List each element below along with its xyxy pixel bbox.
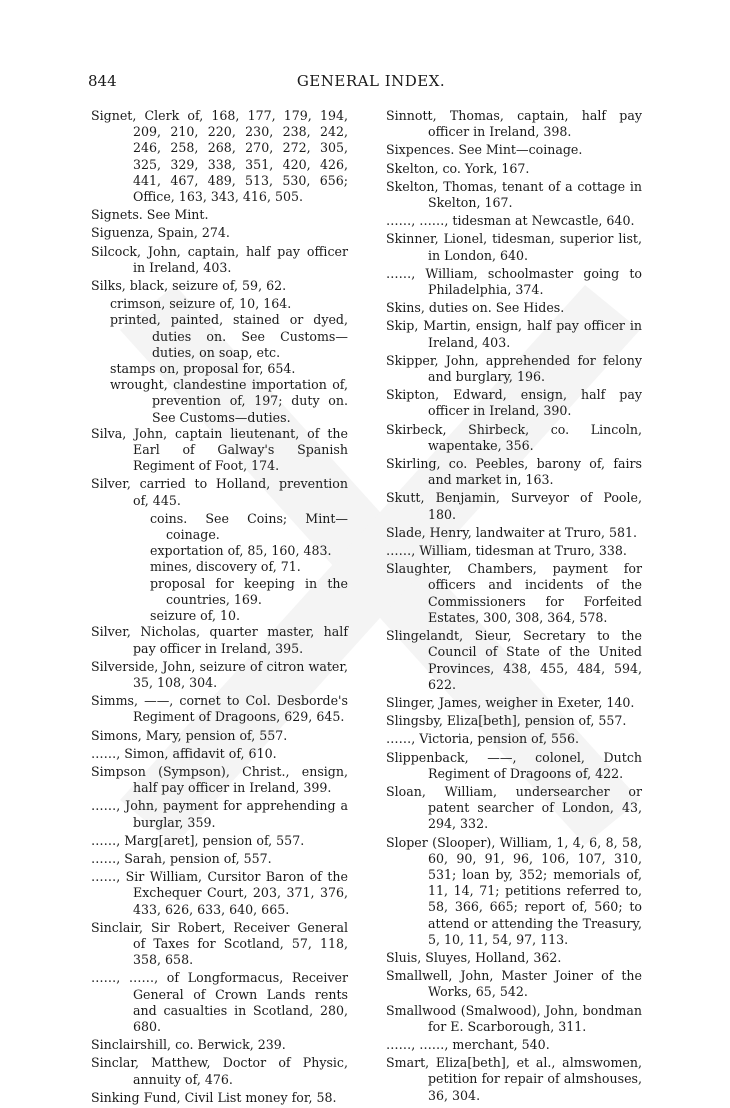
index-entry: Sinclairshill, co. Berwick, 239. bbox=[91, 1037, 286, 1053]
index-entry: Silver, carried to Holland, prevention of, 445. bbox=[91, 476, 348, 508]
index-entry: Slinger, James, weigher in Exeter, 140. bbox=[386, 694, 635, 710]
index-entry: Simpson (Sympson), Christ., ensign, half pay officer in Ireland, 399. bbox=[91, 763, 348, 796]
index-entry: Skelton, co. York, 167. bbox=[386, 160, 530, 176]
index-entry: ……, Simon, affidavit of, 610. bbox=[91, 745, 277, 761]
index-column-left bbox=[91, 108, 348, 1108]
index-entry: printed, painted, stained or dyed, duties on. See Customs—duties, on soap, etc. bbox=[110, 312, 348, 360]
index-entry: Silks, black, seizure of, 59, 62. bbox=[91, 278, 287, 294]
index-entry: ……, Marg[aret], pension of, 557. bbox=[91, 832, 305, 848]
index-entry: Slingsby, Eliza[beth], pension of, 557. bbox=[386, 713, 627, 729]
index-entry: proposal for keeping in the countries, 169. bbox=[150, 575, 348, 607]
index-entry: Silva, John, captain lieutenant, of the Earl of Galway's Spanish Regiment of Foot, 174. bbox=[91, 425, 348, 474]
index-entry: Slade, Henry, landwaiter at Truro, 581. bbox=[386, 524, 638, 540]
index-column-right bbox=[386, 108, 642, 1106]
index-entry: ……, William, schoolmaster going to Philadelphia, 374. bbox=[386, 265, 642, 298]
index-entry: Slingelandt, Sieur, Secretary to the Council of State of the United Provinces, 438, 455, 484, 594, 622. bbox=[386, 628, 642, 692]
index-entry: Skinner, Lionel, tidesman, superior list, in London, 640. bbox=[386, 231, 642, 263]
index-entry: Silcock, John, captain, half pay officer in Ireland, 403. bbox=[91, 243, 348, 275]
index-entry: Signets. See Mint. bbox=[91, 207, 209, 223]
index-entry: Silver, Nicholas, quarter master, half pay officer in Ireland, 395. bbox=[91, 624, 348, 656]
index-entry: Skirling, co. Peebles, barony of, fairs and market in, 163. bbox=[386, 456, 642, 488]
index-entry: Sloper (Slooper), William, 1, 4, 6, 8, 58, 60, 90, 91, 96, 106, 107, 310, 531; loan by, 352; memorials of, 11, 14, 71; petitions referred to, 58, 366, 665; report of, 560; to attend or attending the Treasury, 5, 10, 11, 54, 97, 113. bbox=[386, 834, 642, 947]
index-entry: Smallwell, John, Master Joiner of the Works, 65, 542. bbox=[386, 968, 642, 1000]
index-entry: Sloan, William, undersearcher or patent searcher of London, 43, 294, 332. bbox=[386, 783, 642, 832]
index-entry: ……, ……, tidesman at Newcastle, 640. bbox=[386, 213, 635, 229]
index-entry: Skipper, John, apprehended for felony and burglary, 196. bbox=[386, 352, 642, 385]
index-entry: Skelton, Thomas, tenant of a cottage in Skelton, 167. bbox=[386, 178, 642, 211]
index-entry: seizure of, 10. bbox=[150, 608, 240, 624]
index-entry: wrought, clandestine importation of, prevention of, 197; duty on. See Customs—duties. bbox=[110, 377, 348, 425]
index-entry: Signet, Clerk of, 168, 177, 179, 194, 209, 210, 220, 230, 238, 242, 246, 258, 268, 270, 272, 305, 325, 329, 338, 351, 420, 426, 441, 467, 489, 513, 530, 656; Office, 163, 343, 416, 505. bbox=[91, 108, 348, 205]
index-entry: ……, ……, of Longformacus, Receiver General of Crown Lands rents and casualties in Scotland, 280, 680. bbox=[91, 970, 348, 1034]
page-header bbox=[88, 72, 654, 96]
index-entry: Sinclar, Matthew, Doctor of Physic, annuity of, 476. bbox=[91, 1055, 348, 1087]
index-entry: Skipton, Edward, ensign, half pay officer in Ireland, 390. bbox=[386, 387, 642, 419]
index-entry: mines, discovery of, 71. bbox=[150, 559, 301, 575]
index-entry: ……, Sir William, Cursitor Baron of the Exchequer Court, 203, 371, 376, 433, 626, 633, 640, 665. bbox=[91, 869, 348, 917]
index-entry: Skip, Martin, ensign, half pay officer in Ireland, 403. bbox=[386, 318, 642, 350]
index-entry: Sixpences. See Mint—coinage. bbox=[386, 142, 583, 158]
index-entry: Siguenza, Spain, 274. bbox=[91, 225, 230, 241]
index-entry: Simons, Mary, pension of, 557. bbox=[91, 727, 288, 743]
index-entry: Skins, duties on. See Hides. bbox=[386, 300, 565, 316]
index-entry: coins. See Coins; Mint—coinage. bbox=[150, 510, 348, 543]
index-entry: stamps on, proposal for, 654. bbox=[110, 361, 296, 377]
index-entry: Sinclair, Sir Robert, Receiver General of Taxes for Scotland, 57, 118, 358, 658. bbox=[91, 919, 348, 968]
index-entry: ……, Sarah, pension of, 557. bbox=[91, 850, 272, 866]
index-entry: crimson, seizure of, 10, 164. bbox=[110, 296, 292, 312]
index-entry: Smallwood (Smalwood), John, bondman for E. Scarborough, 311. bbox=[386, 1002, 642, 1034]
index-entry: Smart, Eliza[beth], et al., almswomen, petition for repair of almshouses, 36, 304. bbox=[386, 1055, 642, 1103]
index-entry: ……, Victoria, pension of, 556. bbox=[386, 731, 580, 747]
index-entry: exportation of, 85, 160, 483. bbox=[150, 543, 332, 559]
index-entry: Skirbeck, Shirbeck, co. Lincoln, wapentake, 356. bbox=[386, 421, 642, 453]
index-entry: Slippenback, ——, colonel, Dutch Regiment of Dragoons of, 422. bbox=[386, 749, 642, 781]
index-entry: Sinking Fund, Civil List money for, 58. bbox=[91, 1089, 337, 1105]
index-entry: ……, ……, merchant, 540. bbox=[386, 1036, 550, 1052]
index-entry: Sluis, Sluyes, Holland, 362. bbox=[386, 949, 562, 965]
index-entry: Silverside, John, seizure of citron water, 35, 108, 304. bbox=[91, 658, 348, 690]
page-title: GENERAL INDEX. bbox=[296, 72, 446, 90]
index-entry: Sinnott, Thomas, captain, half pay officer in Ireland, 398. bbox=[386, 108, 642, 140]
index-entry: Slaughter, Chambers, payment for officers and incidents of the Commissioners for Forfeited Estates, 300, 308, 364, 578. bbox=[386, 561, 642, 625]
index-entry: Simms, ——, cornet to Col. Desborde's Regiment of Dragoons, 629, 645. bbox=[91, 693, 348, 725]
index-entry: Skutt, Benjamin, Surveyor of Poole, 180. bbox=[386, 490, 642, 522]
index-entry: ……, John, payment for apprehending a burglar, 359. bbox=[91, 798, 348, 830]
index-entry: ……, William, tidesman at Truro, 338. bbox=[386, 543, 627, 559]
page-number: 844 bbox=[88, 72, 117, 90]
